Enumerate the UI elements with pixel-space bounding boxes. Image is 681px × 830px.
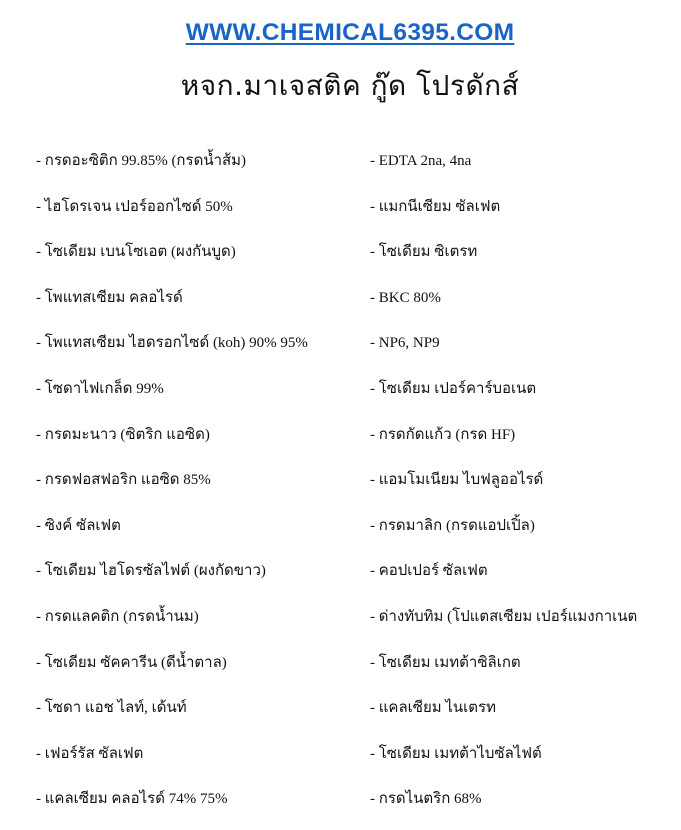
- product-list-left: [36, 146, 356, 830]
- product-item: - กรดแลคติก (กรดน้ำนม): [36, 608, 199, 625]
- product-item: - EDTA 2na, 4na: [370, 153, 472, 169]
- product-item: - BKC 80%: [370, 289, 441, 306]
- product-item: - กรดมาลิก (กรดแอปเปิ้ล): [370, 517, 535, 534]
- product-item: - คอปเปอร์ ซัลเฟต: [370, 563, 488, 580]
- product-item: - NP6, NP9: [370, 335, 440, 352]
- product-item: - โซเดียม เมทต้าซิลิเกต: [370, 654, 521, 671]
- product-item: - โซดา แอช ไลท์, เด้นท์: [36, 700, 187, 717]
- product-item: - โซเดียม เมทต้าไบซัลไฟต์: [370, 745, 542, 762]
- product-item: - โพแทสเซียม คลอไรด์: [36, 289, 183, 306]
- product-item: - โซเดียม ซิเตรท: [370, 244, 478, 261]
- product-item: - แคลเซียม คลอไรด์ 74% 75%: [36, 791, 228, 808]
- product-item: - โพแทสเซียม ไฮดรอกไซด์ (koh) 90% 95%: [36, 335, 308, 352]
- product-item: - เฟอร์รัส ซัลเฟต: [36, 745, 144, 762]
- product-item: - กรดอะซิติก 99.85% (กรดน้ำส้ม): [36, 153, 247, 169]
- product-item: - กรดกัดแก้ว (กรด HF): [370, 426, 516, 443]
- product-item: - กรดฟอสฟอริก แอซิด 85%: [36, 472, 211, 489]
- product-item: - ด่างทับทิม (โปแตสเซียม เปอร์แมงกาเนต: [370, 608, 638, 625]
- website-link[interactable]: WWW.CHEMICAL6395.COM: [185, 19, 515, 46]
- product-item: - โซเดียม ไฮโดรซัลไฟต์ (ผงกัดขาว): [36, 563, 266, 580]
- product-item: - โซเดียม เปอร์คาร์บอเนต: [370, 380, 537, 397]
- product-item: - โซเดียม ซัคคารีน (ดีน้ำตาล): [36, 654, 227, 671]
- product-item: - ซิงค์ ซัลเฟต: [36, 517, 121, 534]
- product-item: - แคลเซียม ไนเตรท: [370, 700, 496, 717]
- product-item: - กรดไนตริก 68%: [370, 791, 482, 808]
- product-list-right: [370, 146, 681, 830]
- product-item: - ไฮโดรเจน เปอร์ออกไซด์ 50%: [36, 198, 233, 215]
- product-item: - แอมโมเนียม ไบฟลูออไรด์: [370, 472, 544, 489]
- company-name-heading: หจก.มาเจสติค กู๊ด โปรดักส์: [180, 69, 520, 102]
- product-item: - โซดาไฟเกล็ด 99%: [36, 380, 164, 397]
- product-item: - กรดมะนาว (ซิตริก แอซิด): [36, 426, 210, 443]
- product-item: - โซเดียม เบนโซเอต (ผงกันบูด): [36, 244, 236, 261]
- product-item: - แมกนีเซียม ซัลเฟต: [370, 198, 501, 215]
